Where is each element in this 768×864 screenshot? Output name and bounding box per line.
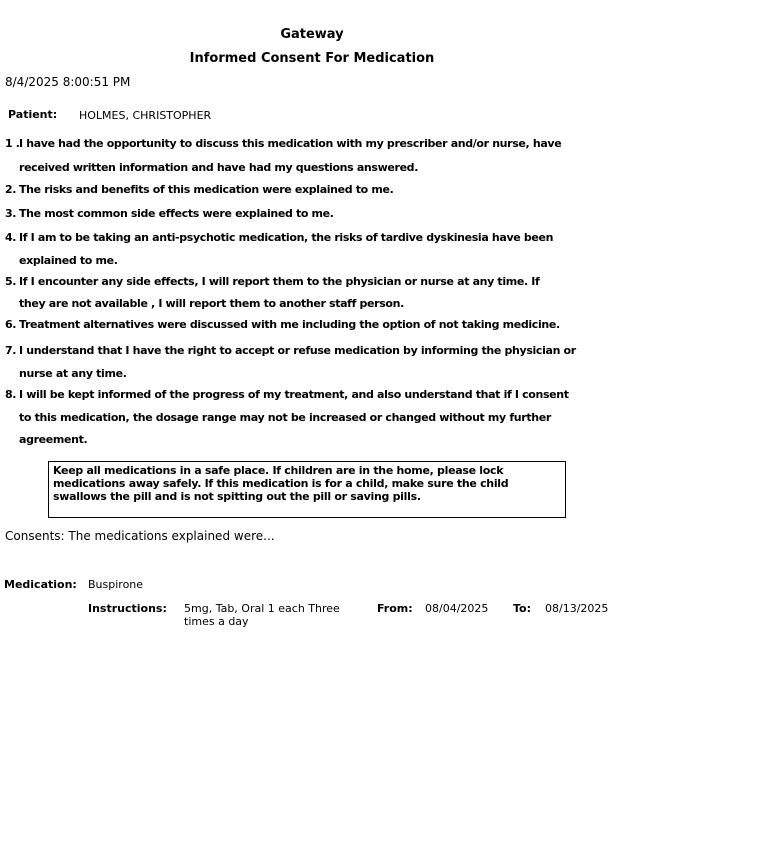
statement-number: 3. (5, 207, 17, 220)
statement-number: 8. (5, 388, 17, 401)
to-label: To: (513, 602, 531, 615)
safety-notice-box (48, 461, 566, 518)
statement-number: 1 . (5, 137, 20, 150)
medication-name: Buspirone (88, 578, 144, 591)
statement-5 (5, 275, 540, 310)
statement-3 (5, 207, 334, 220)
statement-text-continued: agreement. (19, 433, 88, 446)
statement-1 (5, 137, 562, 174)
print-timestamp: 8/4/2025 8:00:51 PM (5, 75, 131, 89)
consents-heading: Consents: The medications explained were... (5, 529, 275, 543)
statement-2 (5, 183, 393, 196)
statement-text: I have had the opportunity to discuss this medication with my prescriber and/or nurse, have (19, 137, 562, 150)
form-title: Informed Consent For Medication (189, 51, 435, 66)
statement-text: If I am to be taking an anti-psychotic medication, the risks of tardive dyskinesia have been (19, 231, 554, 244)
organization-name: Gateway (280, 27, 344, 42)
instructions-label: Instructions: (88, 602, 167, 615)
statement-text-continued: they are not available , I will report them to another staff person. (19, 297, 404, 310)
statement-number: 6. (5, 318, 17, 331)
notice-line-3: swallows the pill and is not spitting out the pill or saving pills. (53, 490, 421, 503)
to-date: 08/13/2025 (545, 602, 609, 615)
medication-label: Medication: (4, 578, 77, 591)
statement-6 (5, 318, 560, 331)
statement-text-continued: to this medication, the dosage range may not be increased or changed without my further (19, 411, 551, 424)
statement-text: If I encounter any side effects, I will report them to the physician or nurse at any time. If (19, 275, 540, 288)
notice-line-2: medications away safely. If this medication is for a child, make sure the child (53, 477, 509, 490)
statement-text-continued: explained to me. (19, 254, 118, 267)
statement-text: The risks and benefits of this medication were explained to me. (19, 183, 394, 196)
from-date: 08/04/2025 (425, 602, 489, 615)
statement-4 (5, 231, 554, 267)
from-label: From: (377, 602, 413, 615)
statement-text: The most common side effects were explained to me. (19, 207, 334, 220)
statement-number: 2. (5, 183, 17, 196)
patient-name: HOLMES, CHRISTOPHER (79, 109, 212, 122)
statement-8 (5, 388, 569, 446)
statement-number: 7. (5, 344, 17, 357)
notice-line-1: Keep all medications in a safe place. If children are in the home, please lock (53, 464, 504, 477)
patient-label: Patient: (8, 108, 58, 121)
statement-text-continued: received written information and have had my questions answered. (19, 161, 419, 174)
statement-text: I understand that I have the right to accept or refuse medication by informing the physician or (19, 344, 576, 357)
statement-text-continued: nurse at any time. (19, 367, 127, 380)
instructions-value: 5mg, Tab, Oral 1 each Three times a day (184, 602, 340, 628)
statement-text: I will be kept informed of the progress of my treatment, and also understand that if I consent (19, 388, 569, 401)
statement-number: 5. (5, 275, 17, 288)
statement-number: 4. (5, 231, 17, 244)
statement-7 (5, 344, 576, 380)
statement-text: Treatment alternatives were discussed with me including the option of not taking medicine. (19, 318, 560, 331)
